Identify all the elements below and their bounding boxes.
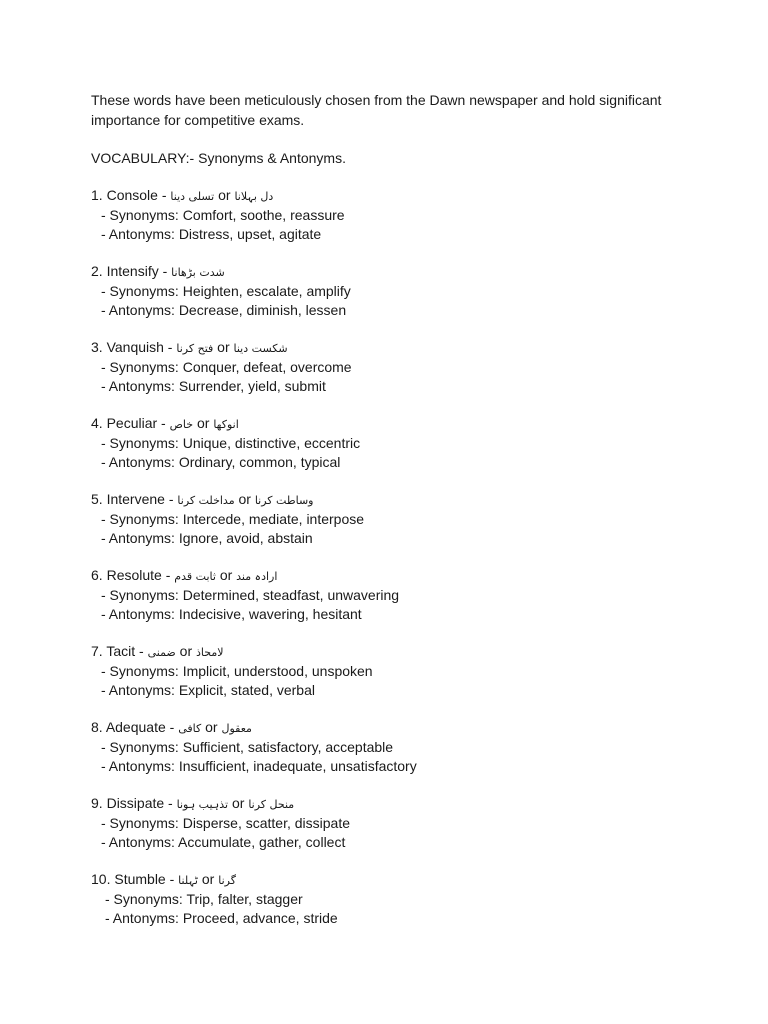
entry-number: 3. (91, 339, 103, 355)
antonyms-value: Proceed, advance, stride (182, 910, 338, 926)
entry-word: Vanquish (106, 339, 164, 355)
synonyms-label: - Synonyms: (101, 739, 179, 755)
synonyms-value: Trip, falter, stagger (186, 891, 303, 907)
vocabulary-entry (91, 566, 731, 624)
entry-antonyms (91, 301, 731, 320)
entry-word: Tacit (106, 643, 136, 659)
entry-headword-line: 7. Tacit - ضمنی or لامحاذ (91, 643, 224, 659)
synonyms-value: Comfort, soothe, reassure (182, 207, 345, 223)
antonyms-label: - Antonyms: (101, 834, 175, 850)
entry-synonyms (91, 434, 731, 453)
entry-headword-line: 3. Vanquish - فتح کرنا or شکست دینا (91, 339, 288, 355)
entry-word: Console (106, 187, 158, 203)
vocabulary-list (91, 186, 731, 928)
antonyms-value: Explicit, stated, verbal (178, 682, 315, 698)
entry-urdu-meaning: ٹہلنا (178, 874, 198, 887)
entry-antonyms (91, 225, 731, 244)
entry-word: Adequate (105, 719, 166, 735)
vocabulary-entry (91, 338, 731, 396)
entry-headword-line: 4. Peculiar - خاص or انوکھا (91, 415, 239, 431)
entry-headword-line: 8. Adequate - کافی or معقول (91, 719, 252, 735)
entry-number: 6. (91, 567, 103, 583)
entry-urdu-meaning: کافی (178, 722, 202, 735)
entry-or-connector: or (205, 719, 218, 735)
entry-synonyms (91, 358, 731, 377)
entry-urdu-meaning: تسلی دینا (170, 190, 215, 203)
antonyms-label: - Antonyms: (101, 758, 175, 774)
entry-or-connector: or (238, 491, 251, 507)
entry-word: Stumble (114, 871, 166, 887)
synonyms-value: Sufficient, satisfactory, acceptable (182, 739, 394, 755)
vocabulary-entry (91, 794, 731, 852)
entry-number: 8. (91, 719, 103, 735)
entry-headword-line: 10. Stumble - ٹہلنا or گرنا (91, 871, 236, 887)
antonyms-value: Accumulate, gather, collect (178, 834, 346, 850)
vocabulary-entry (91, 870, 731, 928)
entry-synonyms (91, 206, 731, 225)
document-page (91, 90, 731, 928)
entry-synonyms (91, 738, 731, 757)
entry-word: Intensify (106, 263, 159, 279)
synonyms-label: - Synonyms: (105, 891, 183, 907)
intro-paragraph: These words have been meticulously chosen from the Dawn newspaper and hold significant importance for competitive exams. (91, 92, 662, 128)
entry-urdu-alternate: لامحاذ (196, 646, 224, 659)
entry-urdu-alternate: گرنا (218, 874, 236, 887)
entry-urdu-alternate: وساطت کرنا (254, 494, 314, 507)
entry-or-connector: or (179, 643, 193, 659)
vocabulary-entry (91, 642, 731, 700)
entry-urdu-meaning: تذہیب ہونا (176, 798, 229, 811)
entry-headword-line: 6. Resolute - ثابت قدم or ارادہ مند (91, 567, 278, 583)
entry-antonyms (91, 757, 731, 776)
antonyms-label: - Antonyms: (101, 606, 175, 622)
vocabulary-entry (91, 262, 731, 320)
entry-urdu-alternate: دل بہلانا (234, 190, 274, 203)
antonyms-label: - Antonyms: (101, 530, 175, 546)
synonyms-label: - Synonyms: (101, 587, 179, 603)
synonyms-value: Heighten, escalate, amplify (182, 283, 351, 299)
entry-urdu-meaning: ضمنی (147, 646, 176, 659)
entry-synonyms (91, 586, 731, 605)
antonyms-label: - Antonyms: (101, 682, 175, 698)
entry-urdu-alternate: معقول (221, 722, 252, 735)
entry-urdu-alternate: شکست دینا (233, 342, 288, 355)
synonyms-value: Disperse, scatter, dissipate (182, 815, 350, 831)
entry-or-connector: or (219, 567, 233, 583)
antonyms-value: Distress, upset, agitate (178, 226, 322, 242)
entry-antonyms (91, 605, 731, 624)
entry-number: 7. (91, 643, 103, 659)
synonyms-label: - Synonyms: (101, 207, 179, 223)
vocabulary-entry (91, 186, 731, 244)
antonyms-value: Ordinary, common, typical (178, 454, 341, 470)
synonyms-value: Conquer, defeat, overcome (182, 359, 352, 375)
entry-antonyms (91, 681, 731, 700)
entry-synonyms (91, 662, 731, 681)
antonyms-value: Decrease, diminish, lessen (178, 302, 347, 318)
vocabulary-entry (91, 490, 731, 548)
antonyms-value: Ignore, avoid, abstain (178, 530, 313, 546)
antonyms-value: Surrender, yield, submit (178, 378, 326, 394)
entry-urdu-meaning: خاص (169, 418, 194, 431)
entry-synonyms (91, 282, 731, 301)
entry-or-connector: or (201, 871, 215, 887)
vocabulary-heading: VOCABULARY:- Synonyms & Antonyms. (91, 150, 346, 166)
entry-headword-line: 2. Intensify - شدت بڑھانا (91, 263, 225, 279)
entry-urdu-alternate: منحل کرنا (248, 798, 295, 811)
entry-word: Dissipate (106, 795, 165, 811)
entry-urdu-meaning: شدت بڑھانا (171, 266, 225, 279)
synonyms-value: Unique, distinctive, eccentric (182, 435, 361, 451)
entry-urdu-meaning: ثابت قدم (174, 570, 216, 583)
antonyms-label: - Antonyms: (101, 226, 175, 242)
entry-antonyms (91, 453, 731, 472)
entry-urdu-meaning: فتح کرنا (176, 342, 214, 355)
entry-headword-line: 9. Dissipate - تذہیب ہونا or منحل کرنا (91, 795, 295, 811)
synonyms-label: - Synonyms: (101, 663, 179, 679)
entry-urdu-alternate: انوکھا (213, 418, 239, 431)
synonyms-label: - Synonyms: (101, 815, 179, 831)
entry-or-connector: or (196, 415, 210, 431)
entry-word: Intervene (106, 491, 165, 507)
synonyms-value: Determined, steadfast, unwavering (182, 587, 400, 603)
vocabulary-entry (91, 718, 731, 776)
synonyms-label: - Synonyms: (101, 435, 179, 451)
synonyms-label: - Synonyms: (101, 283, 179, 299)
entry-number: 2. (91, 263, 103, 279)
entry-or-connector: or (231, 795, 245, 811)
entry-antonyms (91, 833, 731, 852)
entry-synonyms (91, 510, 731, 529)
antonyms-label: - Antonyms: (101, 378, 175, 394)
entry-antonyms (91, 529, 731, 548)
antonyms-label: - Antonyms: (101, 454, 175, 470)
entry-word: Peculiar (106, 415, 158, 431)
entry-or-connector: or (218, 187, 231, 203)
entry-antonyms (91, 377, 731, 396)
entry-word: Resolute (106, 567, 162, 583)
entry-headword-line: 1. Console - تسلی دینا or دل بہلانا (91, 187, 274, 203)
antonyms-value: Insufficient, inadequate, unsatisfactory (178, 758, 417, 774)
synonyms-value: Intercede, mediate, interpose (182, 511, 365, 527)
entry-urdu-meaning: مداخلت کرنا (177, 494, 235, 507)
synonyms-label: - Synonyms: (101, 511, 179, 527)
entry-number: 5. (91, 491, 103, 507)
entry-number: 9. (91, 795, 103, 811)
synonyms-value: Implicit, understood, unspoken (182, 663, 373, 679)
antonyms-label: - Antonyms: (105, 910, 179, 926)
entry-synonyms (91, 814, 731, 833)
entry-urdu-alternate: ارادہ مند (236, 570, 278, 583)
entry-number: 1. (91, 187, 103, 203)
entry-number: 10. (91, 871, 111, 887)
entry-number: 4. (91, 415, 103, 431)
antonyms-label: - Antonyms: (101, 302, 175, 318)
entry-or-connector: or (217, 339, 230, 355)
antonyms-value: Indecisive, wavering, hesitant (178, 606, 362, 622)
entry-headword-line: 5. Intervene - مداخلت کرنا or وساطت کرنا (91, 491, 314, 507)
entry-synonyms (91, 890, 731, 909)
entry-antonyms (91, 909, 731, 928)
vocabulary-entry (91, 414, 731, 472)
synonyms-label: - Synonyms: (101, 359, 179, 375)
